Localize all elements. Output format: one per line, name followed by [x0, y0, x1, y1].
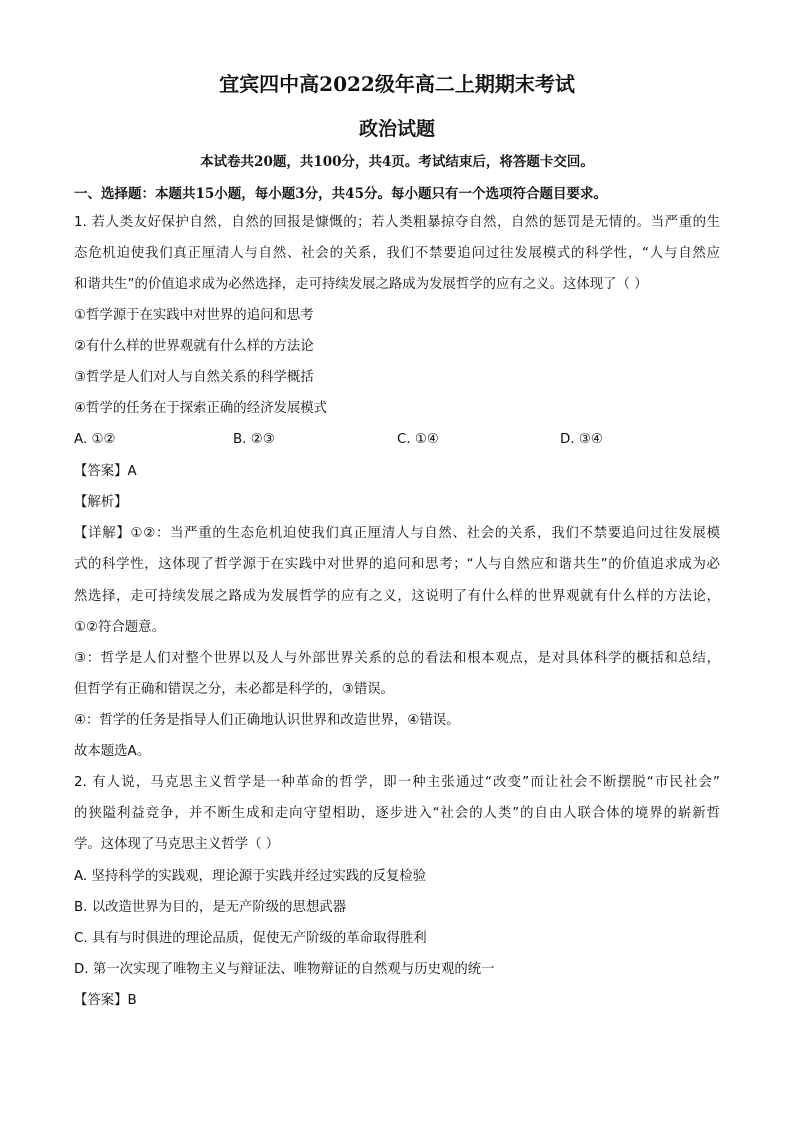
q1-detail-line: 然选择，走可持续发展之路成为发展哲学的应有之义，这说明了有什么样的世界观就有什么样的方法论，: [74, 589, 720, 604]
q1-option-a: A. ①②: [74, 432, 116, 447]
q1-stem-line: 和谐共生”的价值追求成为必然选择，走可持续发展之路成为发展哲学的应有之义。这体现了（ ）: [74, 277, 648, 292]
q2-stem-line: 的狭隘利益竞争，并不断生成和走向守望相助，逐步进入“社会的人类”的自由人联合体的境界的崭新哲: [74, 806, 720, 821]
q1-statement: ②有什么样的世界观就有什么样的方法论: [74, 339, 314, 354]
q2-answer: 【答案】B: [74, 993, 137, 1008]
q1-detail-line: 式的科学性，这体现了哲学源于在实践中对世界的追问和思考；“人与自然应和谐共生”的价值追求成为必: [74, 557, 720, 572]
exam-subtitle: 政治试题: [358, 118, 435, 140]
q1-statement: ①哲学源于在实践中对世界的追问和思考: [74, 308, 314, 323]
q1-statement: ④哲学的任务在于探索正确的经济发展模式: [74, 401, 328, 416]
q2-option-b: B. 以改造世界为目的，是无产阶级的思想武器: [74, 900, 347, 915]
section-heading: 一、选择题：本题共15小题，每小题3分，共45分。每小题只有一个选项符合题目要求。: [74, 186, 607, 202]
q2-stem-line: 2. 有人说，马克思主义哲学是一种革命的哲学，即一种主张通过“改变”而让社会不断摆脱“市民社会”: [74, 775, 720, 790]
q1-stem-line: 1. 若人类友好保护自然，自然的回报是慷慨的；若人类粗暴掠夺自然，自然的惩罚是无情的。当严重的生: [74, 215, 720, 230]
q1-analysis-label: 【解析】: [74, 495, 128, 510]
q2-option-c: C. 具有与时俱进的理论品质，促使无产阶级的革命取得胜利: [74, 931, 427, 946]
q1-option-c: C. ①④: [397, 432, 439, 447]
q1-detail-line: ③：哲学是人们对整个世界以及人与外部世界关系的总的看法和根本观点，是对具体科学的概括和总结，: [74, 651, 720, 666]
exam-instructions: 本试卷共20题，共100分，共4页。考试结束后，将答题卡交回。: [200, 154, 594, 170]
q2-stem-line: 学。这体现了马克思主义哲学（ ）: [74, 837, 280, 852]
q1-stem-line: 态危机迫使我们真正厘清人与自然、社会的关系，我们不禁要追问过往发展模式的科学性，“人与自然应: [74, 246, 720, 261]
q2-option-d: D. 第一次实现了唯物主义与辩证法、唯物辩证的自然观与历史观的统一: [74, 962, 495, 977]
exam-title: 宜宾四中高2022级年高二上期期末考试: [219, 72, 575, 96]
q1-detail-line: ①②符合题意。: [74, 620, 165, 635]
q1-option-d: D. ③④: [560, 432, 603, 447]
q1-detail-line: 【详解】①②：当严重的生态危机迫使我们真正厘清人与自然、社会的关系，我们不禁要追问过往发展模: [74, 526, 720, 541]
q1-answer: 【答案】A: [74, 464, 137, 479]
q1-detail-line: ④：哲学的任务是指导人们正确地认识世界和改造世界，④错误。: [74, 713, 460, 728]
q2-option-a: A. 坚持科学的实践观，理论源于实践并经过实践的反复检验: [74, 869, 427, 884]
q1-detail-line: 但哲学有正确和错误之分，未必都是科学的，③错误。: [74, 682, 394, 697]
q1-detail-line: 故本题选A。: [74, 744, 151, 759]
q1-option-b: B. ②③: [233, 432, 275, 447]
q1-statement: ③哲学是人们对人与自然关系的科学概括: [74, 370, 314, 385]
